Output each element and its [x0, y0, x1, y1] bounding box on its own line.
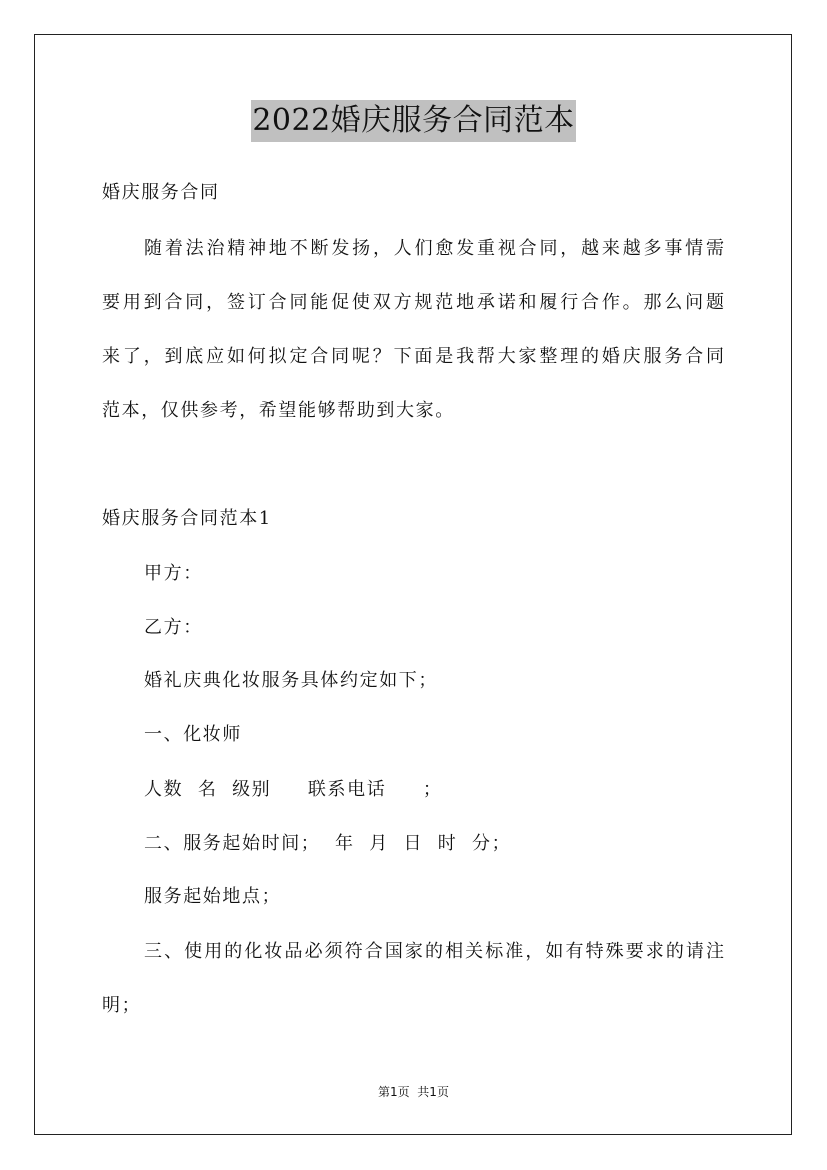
clause-3-line-1: 三、使用的化妆品必须符合国家的相关标准，如有特殊要求的请注 — [144, 941, 724, 962]
document-title: 2022婚庆服务合同范本 — [251, 100, 575, 142]
clause-2-time: 二、服务起始时间； 年 月 日 时 分； — [144, 833, 512, 854]
title-wrapper — [0, 100, 827, 142]
clause-2-place: 服务起始地点； — [144, 886, 282, 907]
agreement-intro: 婚礼庆典化妆服务具体约定如下； — [144, 670, 438, 691]
party-a: 甲方： — [144, 563, 203, 584]
document-heading: 婚庆服务合同 — [102, 182, 220, 203]
party-b: 乙方： — [144, 617, 203, 638]
page-footer: 第1页 共1页 — [378, 1085, 449, 1099]
intro-line-4: 范本，仅供参考，希望能够帮助到大家。 — [102, 400, 455, 421]
clause-1-title: 一、化妆师 — [144, 724, 242, 745]
section-title: 婚庆服务合同范本1 — [102, 508, 272, 529]
intro-line-1: 随着法治精神地不断发扬，人们愈发重视合同，越来越多事情需 — [144, 238, 724, 259]
clause-3-line-2: 明； — [102, 995, 142, 1016]
intro-line-2: 要用到合同，签订合同能促使双方规范地承诺和履行合作。那么问题 — [102, 292, 724, 313]
clause-1-detail: 人数 名 级别 联系电话 ； — [144, 779, 443, 800]
intro-line-3: 来了，到底应如何拟定合同呢？下面是我帮大家整理的婚庆服务合同 — [102, 346, 724, 367]
